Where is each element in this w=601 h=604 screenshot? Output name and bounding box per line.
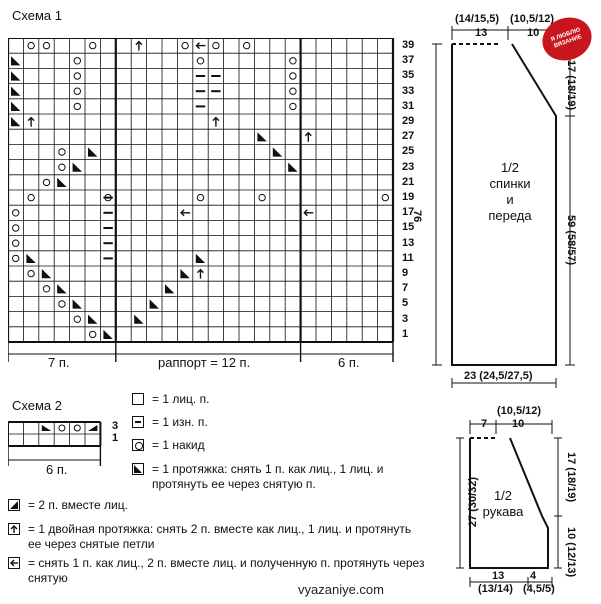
scheme2-width: 6 п. — [46, 462, 68, 477]
legend-item: = 1 накид — [132, 438, 205, 453]
body-top-right-sub: 10 — [527, 27, 540, 39]
scheme1-row-number: 23 — [402, 160, 415, 173]
sleeve-bottom-sub: (13/14) — [478, 583, 513, 595]
scheme2-row-number: 3 — [112, 420, 119, 432]
sleeve-height-dim: 27 (30/32) — [467, 476, 480, 528]
scheme1-left-stitches: 7 п. — [48, 355, 70, 370]
scheme1-row-number: 31 — [402, 99, 415, 112]
body-bottom-dim: 23 (24,5/27,5) — [464, 370, 533, 382]
scheme1-row-number: 33 — [402, 84, 415, 97]
scheme1-right-stitches: 6 п. — [338, 355, 360, 370]
legend-item: = 1 двойная протяжка: снять 2 п. вместе как лиц., 1 лиц. и протянуть ее через снятые петли — [8, 522, 418, 552]
knit-symbol-icon — [132, 393, 144, 405]
sleeve-top-left-dim: 7 — [481, 418, 488, 430]
body-top-left-sub: 13 — [475, 27, 488, 39]
sleeve-cuff-dim: 10 (12/13) — [565, 527, 577, 578]
ssk-symbol-icon — [132, 463, 144, 475]
scheme1-row-number: 25 — [402, 145, 415, 158]
scheme1-row-number: 5 — [402, 297, 409, 310]
k2tog-symbol-icon — [8, 499, 20, 511]
legend-item: = 2 п. вместе лиц. — [8, 498, 128, 513]
sleeve-bottom-right-dim: 4 — [530, 570, 537, 582]
body-top-right-dim: (10,5/12) — [510, 13, 555, 25]
scheme1-row-number: 13 — [402, 236, 415, 249]
scheme1-row-number: 29 — [402, 115, 415, 127]
scheme1-row-number: 15 — [402, 221, 415, 234]
scheme1-repeat: раппорт = 12 п. — [158, 355, 251, 370]
sleeve-cap-dim: 17 (18/19) — [565, 452, 577, 503]
sleeve-bottom-right-sub: (4,5/5) — [523, 583, 555, 595]
scheme1-row-number: 1 — [402, 327, 409, 340]
sleeve-top-dim: (10,5/12) — [497, 405, 542, 417]
body-top-left-dim: (14/15,5) — [455, 13, 500, 25]
scheme1-row-number: 27 — [402, 130, 415, 143]
sleeve-label: 1/2 рукава — [482, 488, 524, 519]
scheme2-row-number: 1 — [112, 432, 119, 444]
sk2p-symbol-icon — [8, 557, 20, 569]
scheme1-row-number: 7 — [402, 282, 409, 295]
body-armhole-dim: 17 (18/19) — [565, 60, 577, 111]
sleeve-bottom-dim: 13 — [492, 570, 505, 582]
body-label: 1/2 спинки и переда — [488, 160, 532, 223]
legend-item: = 1 изн. п. — [132, 415, 208, 430]
scheme1-row-number: 3 — [402, 312, 409, 325]
legend-item: = 1 протяжка: снять 1 п. как лиц., 1 лиц. и протянуть ее через снятую п. — [132, 462, 432, 492]
scheme1-row-number: 9 — [402, 267, 409, 279]
double-decrease-symbol-icon — [8, 523, 20, 535]
purl-symbol-icon — [132, 416, 144, 428]
scheme1-row-number: 35 — [402, 69, 415, 82]
body-side-dim: 59 (58/57) — [565, 215, 577, 266]
scheme1-row-number: 17 — [402, 206, 415, 219]
scheme1-row-number: 39 — [402, 39, 415, 51]
watermark: vyazaniye.com — [298, 582, 384, 597]
scheme1-row-number: 19 — [402, 191, 415, 203]
legend-item: = 1 лиц. п. — [132, 392, 209, 407]
sleeve-top-right-dim: 10 — [512, 418, 525, 430]
yarn-over-symbol-icon — [132, 439, 144, 451]
i-love-knitting-badge: Я ЛЮБЛЮ ВЯЗАНИЕ — [536, 11, 597, 68]
scheme1-row-number: 37 — [402, 54, 415, 67]
scheme1-title: Схема 1 — [12, 8, 62, 23]
scheme1-row-number: 11 — [402, 251, 414, 264]
scheme1-chart — [8, 38, 398, 388]
body-height-dim: 76 — [411, 210, 423, 223]
scheme1-row-number: 21 — [402, 175, 415, 188]
legend-item: = снять 1 п. как лиц., 2 п. вместе лиц. и полученную п. протянуть через снятую — [8, 556, 438, 586]
scheme2-title: Схема 2 — [12, 398, 62, 413]
